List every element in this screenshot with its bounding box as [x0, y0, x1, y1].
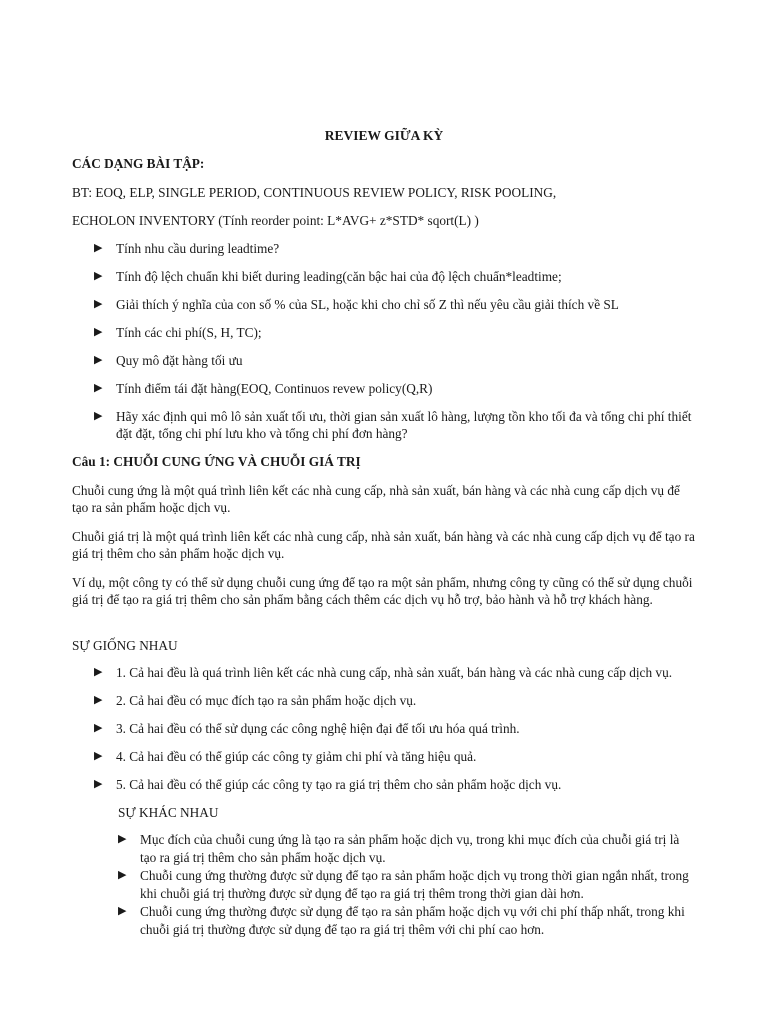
list-item-text: 3. Cả hai đều có thể sử dụng các công nghệ hiện đại để tối ưu hóa quá trình.: [116, 721, 520, 736]
paragraph-example: Ví dụ, một công ty có thể sử dụng chuỗi cung ứng để tạo ra một sản phẩm, nhưng công ty cũng có thể sử dụng chuỗi giá trị để tạo ra giá trị thêm cho sản phẩm bằng cách thêm các dịch vụ hỗ trợ, bảo hành và hỗ trợ khách hàng.: [72, 575, 693, 607]
list-item: [94, 296, 704, 313]
differences-list: [118, 831, 698, 938]
bullet-arrow-icon: ▶: [94, 242, 103, 254]
list-item-text: Tính các chi phí(S, H, TC);: [116, 325, 262, 340]
list-item: [94, 408, 704, 442]
bullet-arrow-icon: ▶: [94, 778, 103, 790]
list-item-text: Quy mô đặt hàng tối ưu: [116, 353, 243, 368]
list-item-text: Hãy xác định qui mô lô sản xuất tối ưu, thời gian sản xuất lô hàng, lượng tồn kho tối đa và tổng chi phí thiết đặt đặt, tổng chi phí lưu kho và tổng chi phí đơn hàng?: [116, 409, 692, 441]
list-item-text: Chuỗi cung ứng thường được sử dụng để tạo ra sản phẩm hoặc dịch vụ với chi phí thấp nhất, trong khi chuỗi giá trị thường được sử dụng để tạo ra giá trị thêm với chi phí cao hơn.: [140, 904, 685, 937]
list-item-text: 4. Cả hai đều có thể giúp các công ty giảm chi phí và tăng hiệu quả.: [116, 749, 477, 764]
list-item: [94, 268, 704, 285]
bullet-arrow-icon: ▶: [94, 326, 103, 338]
similarities-heading: SỰ GIỐNG NHAU: [72, 638, 178, 653]
paragraph-supply-chain: Chuỗi cung ứng là một quá trình liên kết các nhà cung cấp, nhà sản xuất, bán hàng và các nhà cung cấp dịch vụ để tạo ra sản phẩm hoặc dịch vụ.: [72, 483, 680, 515]
bullet-arrow-icon: ▶: [94, 722, 103, 734]
list-item-text: 5. Cả hai đều có thể giúp các công ty tạo ra giá trị thêm cho sản phẩm hoặc dịch vụ.: [116, 777, 562, 792]
bullet-arrow-icon: ▶: [94, 410, 103, 422]
bullet-arrow-icon: ▶: [94, 694, 103, 706]
differences-heading: SỰ KHÁC NHAU: [118, 805, 219, 820]
list-item: [94, 352, 704, 369]
list-item-text: Giải thích ý nghĩa của con số % của SL, hoặc khi cho chỉ số Z thì nếu yêu cầu giải thích về SL: [116, 297, 619, 312]
list-item-text: Tính độ lệch chuẩn khi biết during leading(căn bậc hai của độ lệch chuẩn*leadtime;: [116, 269, 562, 284]
list-item: [118, 831, 698, 866]
paragraph-value-chain: Chuỗi giá trị là một quá trình liên kết các nhà cung cấp, nhà sản xuất, bán hàng và các nhà cung cấp dịch vụ để tạo ra giá trị thêm cho sản phẩm hoặc dịch vụ.: [72, 529, 695, 561]
list-item: [118, 903, 698, 938]
list-item-text: Mục đích của chuỗi cung ứng là tạo ra sản phẩm hoặc dịch vụ, trong khi mục đích của chuỗi giá trị là tạo ra giá trị thêm cho sản phẩm hoặc dịch vụ.: [140, 832, 680, 865]
list-item: [94, 240, 704, 257]
list-item: [94, 324, 704, 341]
bullet-arrow-icon: ▶: [94, 382, 103, 394]
list-item: [94, 748, 704, 765]
similarities-list: [94, 664, 704, 793]
bullet-arrow-icon: ▶: [118, 905, 127, 917]
exercise-list-line-2: ECHOLON INVENTORY (Tính reorder point: L*AVG+ z*STD* sqort(L) ): [72, 213, 479, 228]
list-item: [94, 776, 704, 793]
list-item-text: 1. Cả hai đều là quá trình liên kết các nhà cung cấp, nhà sản xuất, bán hàng và các nhà cung cấp dịch vụ.: [116, 665, 673, 680]
bullet-arrow-icon: ▶: [94, 666, 103, 678]
list-item: [94, 380, 704, 397]
list-item-text: Tính nhu cầu during leadtime?: [116, 241, 280, 256]
question-1-heading: Câu 1: CHUỖI CUNG ỨNG VÀ CHUỖI GIÁ TRỊ: [72, 454, 361, 469]
bullet-arrow-icon: ▶: [118, 833, 127, 845]
bullet-arrow-icon: ▶: [94, 354, 103, 366]
bullet-arrow-icon: ▶: [118, 869, 127, 881]
exercise-list-line-1: BT: EOQ, ELP, SINGLE PERIOD, CONTINUOUS REVIEW POLICY, RISK POOLING,: [72, 185, 557, 200]
list-item: [94, 664, 704, 681]
list-item-text: Chuỗi cung ứng thường được sử dụng để tạo ra sản phẩm hoặc dịch vụ trong thời gian ngắn nhất, trong khi chuỗi giá trị thường được sử dụng để tạo ra giá trị thêm trong thời gian dài hơn.: [140, 868, 689, 901]
bullet-arrow-icon: ▶: [94, 750, 103, 762]
exercise-types-heading: CÁC DẠNG BÀI TẬP:: [72, 156, 205, 171]
bullet-arrow-icon: ▶: [94, 298, 103, 310]
list-item: [94, 720, 704, 737]
page-title: REVIEW GIỮA KỲ: [324, 128, 444, 143]
list-item: [118, 867, 698, 902]
exercise-bullet-list: [94, 240, 704, 442]
list-item: [94, 692, 704, 709]
list-item-text: 2. Cả hai đều có mục đích tạo ra sản phẩm hoặc dịch vụ.: [116, 693, 417, 708]
bullet-arrow-icon: ▶: [94, 270, 103, 282]
list-item-text: Tính điểm tái đặt hàng(EOQ, Continuos revew policy(Q,R): [116, 381, 433, 396]
